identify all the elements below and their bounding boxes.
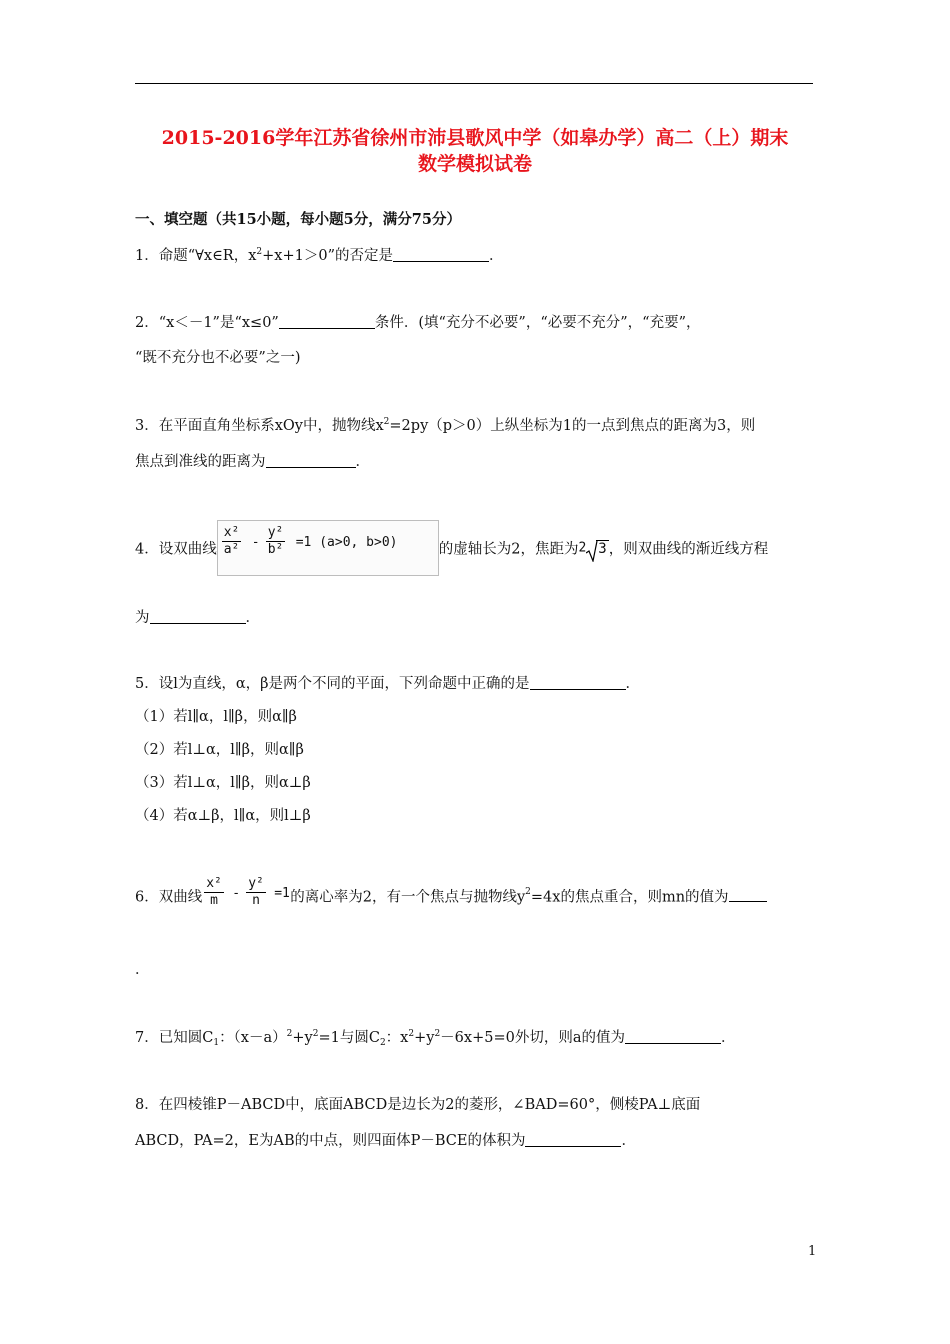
question-2-line2: “既不充分也不必要”之一) xyxy=(135,350,301,366)
q4-hyperbola-formula xyxy=(217,520,439,576)
section-heading: 一、填空题（共15小题，每小题5分，满分75分） xyxy=(135,211,461,228)
page-number: 1 xyxy=(808,1244,817,1259)
q6-frac-y: $\frac{\text{y²}}{n}$ xyxy=(248,876,264,908)
q7-answer-blank[interactable] xyxy=(625,1029,721,1044)
q7-mid1: ：（x－a） xyxy=(219,1030,287,1046)
q4-sqrt-three: 3 xyxy=(586,540,608,557)
q5-answer-blank[interactable] xyxy=(530,675,626,690)
q6-answer-blank[interactable] xyxy=(729,887,767,902)
q3-end: ． xyxy=(355,454,370,470)
q3-text-post: =2py（p＞0）上纵坐标为1的一点到焦点的距离为3，则 xyxy=(389,418,756,434)
sqrt-sign-icon xyxy=(586,540,598,562)
q7-sup2: 2 xyxy=(312,1029,319,1039)
q6-hyperbola-formula xyxy=(202,872,290,920)
question-4-line2 xyxy=(135,606,260,627)
q1-answer-blank[interactable] xyxy=(393,247,489,262)
q4-text-post: ，则双曲线的渐近线方程 xyxy=(608,541,769,558)
q5-option-2: （2）若l⊥α，l∥β，则α∥β xyxy=(135,742,304,758)
q3-line2-text: 焦点到准线的距离为 xyxy=(135,454,266,470)
question-6-line2: ． xyxy=(135,962,150,978)
q8-end: ． xyxy=(621,1133,636,1149)
q5-option-3: （3）若l⊥α，l∥β，则α⊥β xyxy=(135,775,311,791)
question-3-line1 xyxy=(135,414,755,435)
q6-superscript: 2 xyxy=(525,887,531,897)
question-8-line1: 8．在四棱锥P－ABCD中，底面ABCD是边长为2的菱形，∠BAD=60°，侧棱PA⊥底面 xyxy=(135,1097,701,1113)
q5-option-4: （4）若α⊥β，l∥α，则l⊥β xyxy=(135,808,311,824)
q7-mid6: －6x+5=0外切，则a的值为 xyxy=(440,1030,625,1046)
q6-minus: - xyxy=(232,886,241,901)
question-3-line2 xyxy=(135,450,370,471)
q5-text: 5．设l为直线，α，β是两个不同的平面，下列命题中正确的是 xyxy=(135,676,530,692)
q6-rhs: =1 xyxy=(274,886,290,901)
q6-text-post-post: =4x的焦点重合，则mn的值为 xyxy=(530,889,729,906)
q4-answer-blank[interactable] xyxy=(150,609,246,624)
q4-rhs: =1 (a>0, b>0) xyxy=(295,535,398,550)
q1-text-post: +x+1＞0”的否定是 xyxy=(262,248,393,264)
q2-answer-blank[interactable] xyxy=(279,314,375,329)
q3-text-pre: 3．在平面直角坐标系xOy中，抛物线x xyxy=(135,418,384,434)
q7-mid5: +y xyxy=(414,1030,435,1046)
q1-superscript: 2 xyxy=(256,247,263,257)
q4-text-pre: 4．设双曲线 xyxy=(135,541,217,558)
question-6-line1 xyxy=(135,872,767,922)
q4-end: ． xyxy=(245,610,260,626)
q7-sup3: 2 xyxy=(408,1029,415,1039)
question-4-line1 xyxy=(135,520,768,580)
q4-frac-x: $\frac{\text{x²}}{\text{a²}}$ xyxy=(223,525,240,557)
question-5-stem xyxy=(135,672,640,693)
q7-sup4: 2 xyxy=(434,1029,441,1039)
header-rule xyxy=(135,83,813,84)
q8-answer-blank[interactable] xyxy=(525,1132,621,1147)
q7-end: ． xyxy=(720,1030,736,1046)
q4-minus: - xyxy=(251,535,260,550)
page-title-line1: 2015-2016学年江苏省徐州市沛县歌风中学（如皋办学）高二（上）期末 xyxy=(161,127,789,149)
q4-text-mid: 的虚轴长为2，焦距为 xyxy=(438,541,579,558)
q4-line2-text: 为 xyxy=(135,610,150,626)
question-7 xyxy=(135,1026,735,1048)
page-title-line2: 数学模拟试卷 xyxy=(417,153,532,175)
q7-mid3: =1与圆C xyxy=(318,1030,380,1046)
q6-text-pre: 6．双曲线 xyxy=(135,889,203,906)
q6-text-post-pre: 的离心率为2，有一个焦点与抛物线y xyxy=(290,889,526,906)
q7-mid4: ：x xyxy=(385,1030,409,1046)
q2-text-post: 条件．(填“充分不必要”，“必要不充分”，“充要”， xyxy=(374,315,701,331)
q5-option-1: （1）若l∥α，l∥β，则α∥β xyxy=(135,709,297,725)
q1-end: ． xyxy=(488,248,504,264)
question-1 xyxy=(135,244,503,265)
question-2-line1 xyxy=(135,311,700,332)
q2-text-pre: 2．“x＜－1”是“x≤0” xyxy=(135,315,279,331)
q5-end: ． xyxy=(625,676,641,692)
q3-answer-blank[interactable] xyxy=(266,453,356,468)
q3-superscript: 2 xyxy=(383,417,390,427)
q4-coef: 2 xyxy=(578,540,587,556)
question-8-line2 xyxy=(135,1129,636,1150)
q7-mid2: +y xyxy=(292,1030,313,1046)
q7-pre: 7．已知圆C xyxy=(135,1030,214,1046)
q7-sub1: 1 xyxy=(213,1038,220,1048)
q8-line2-text: ABCD，PA=2，E为AB的中点，则四面体P－BCE的体积为 xyxy=(135,1133,526,1149)
q4-frac-y: $\frac{\text{y²}}{\text{b²}}$ xyxy=(267,525,284,557)
q6-frac-x: $\frac{\text{x²}}{m}$ xyxy=(206,876,222,908)
q7-sub2: 2 xyxy=(379,1038,386,1048)
q1-text-pre: 1．命题“∀x∈R，x xyxy=(135,248,257,264)
q7-sup1: 2 xyxy=(286,1029,293,1039)
